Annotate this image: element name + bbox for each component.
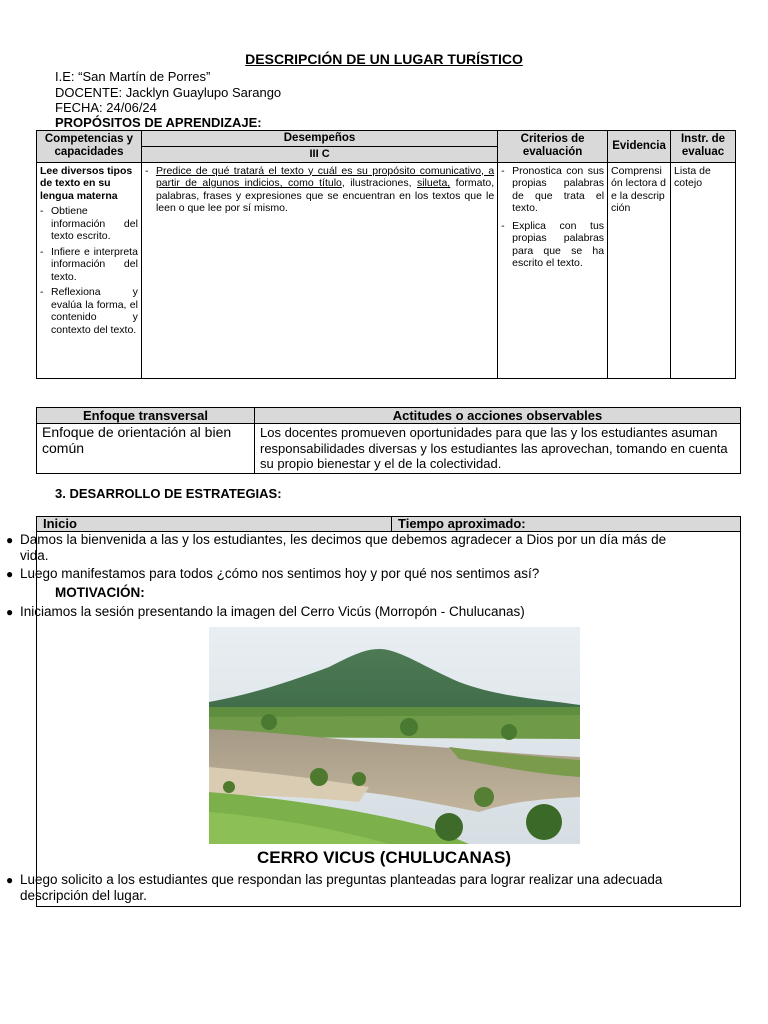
section-heading: 3. DESARROLLO DE ESTRATEGIAS:: [55, 486, 282, 501]
transversal-approach-table: [36, 407, 741, 474]
grade-label: III C: [141, 147, 497, 163]
header-instrumento: Instr. de evaluac: [671, 131, 736, 163]
bullet-icon: ●: [6, 533, 14, 547]
list-item: ● Damos la bienvenida a las y los estudiantes, les decimos que debemos agradecer a Dios por un día más de vida.: [6, 532, 667, 563]
competencia-title: Lee diversos tipos de texto en su lengua materna: [40, 164, 133, 202]
list-item: - Reflexiona y evalúa la forma, el contenido y contexto del texto.: [40, 286, 138, 336]
evidencia-cell: Comprensión lectora de la descripción: [608, 162, 671, 378]
desempeno-underlined: Predice de qué tratará el texto y cuál es su propósito comunicativo, a partir de algunos indicios, como título: [155, 164, 495, 189]
header-tiempo: Tiempo aproximado:: [398, 516, 526, 531]
list-item: - Infiere e interpreta información del texto.: [40, 245, 138, 283]
date: FECHA: 24/06/24: [55, 100, 157, 115]
actitudes-cell: Los docentes promueven oportunidades para que las y los estudiantes asuman responsabilidades diversas y los estudiantes las aprovechan, tomando en cuenta su propio bienestar y el de la colectividad.: [255, 424, 741, 474]
bullet-icon: ●: [6, 873, 14, 887]
header-actitudes: Actitudes o acciones observables: [255, 408, 741, 424]
criterios-cell: [498, 162, 608, 378]
learning-purposes-table: [36, 130, 736, 379]
teacher-name: DOCENTE: Jacklyn Guaylupo Sarango: [55, 84, 282, 100]
school-name: I.E: “San Martín de Porres”: [55, 69, 211, 84]
competencias-cell: [37, 162, 142, 378]
header-competencias: Competencias y capacidades: [37, 131, 142, 163]
list-item: ● Luego manifestamos para todos ¿cómo nos sentimos hoy y por qué nos sentimos así?: [6, 566, 540, 581]
motivation-heading: MOTIVACIÓN:: [55, 585, 145, 600]
header-evidencia: Evidencia: [608, 131, 671, 163]
desempeno-cell: [141, 162, 497, 378]
purposes-heading: PROPÓSITOS DE APRENDIZAJE:: [55, 115, 262, 130]
header-desempenos: Desempeños: [141, 131, 497, 147]
landscape-photo: [209, 627, 580, 844]
list-item: - Pronostica con sus propias palabras de que trata el texto.: [501, 164, 605, 214]
list-item: - Obtiene información del texto escrito.: [40, 205, 138, 242]
photo-caption: CERRO VICUS (CHULUCANAS): [256, 848, 512, 867]
list-item: - Explica con tus propias palabras para que se ha escrito el texto.: [501, 219, 605, 269]
header-criterios: Criterios de evaluación: [498, 131, 608, 163]
list-item: - Predice de qué tratará el texto y cuál es su propósito comunicativo, a partir de algunos indicios, como título, ilustraciones, silueta, formato, palabras, frases y expresiones que se encuentran en los textos que le leen o que lee por sí mismo.: [144, 164, 495, 214]
list-item: ● Luego solicito a los estudiantes que respondan las preguntas planteadas para lograr realizar una adecuada descripción del lugar.: [6, 872, 663, 903]
header-meta: [55, 69, 281, 116]
header-inicio: Inicio: [37, 517, 392, 531]
enfoque-cell: Enfoque de orientación al bien común: [37, 424, 255, 474]
document-title: DESCRIPCIÓN DE UN LUGAR TURÍSTICO: [245, 51, 523, 67]
bullet-icon: ●: [6, 567, 14, 581]
header-enfoque: Enfoque transversal: [37, 408, 255, 424]
bullet-icon: ●: [6, 605, 14, 619]
instrumento-cell: Lista de cotejo: [671, 162, 736, 378]
list-item: ● Iniciamos la sesión presentando la imagen del Cerro Vicús (Morropón - Chulucanas): [6, 604, 525, 619]
strategies-header: [37, 517, 740, 532]
